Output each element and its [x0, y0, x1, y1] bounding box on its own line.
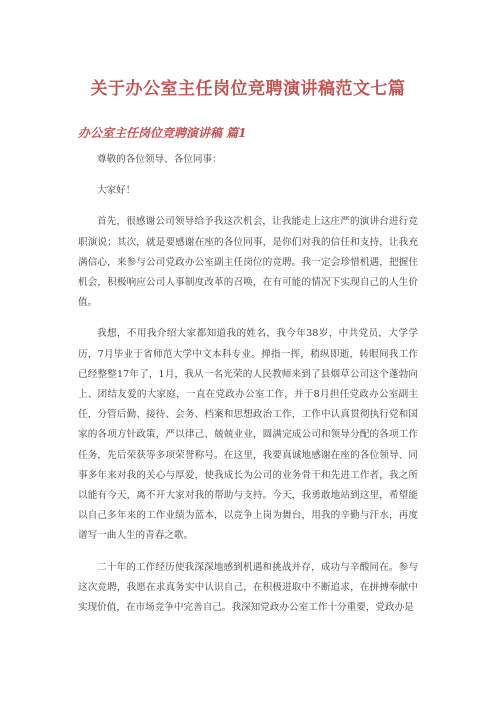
- section-heading: 办公室主任岗位竞聘演讲稿 篇1: [78, 126, 247, 140]
- document-body: [78, 150, 418, 629]
- salutation: 尊敬的各位领导、各位同事：: [97, 154, 222, 165]
- paragraph-intro: 首先，很感谢公司领导给予我这次机会，让我能走上这庄严的演讲台进行竞职演说；其次，就是要感谢在座的各位同事，是你们对我的信任和支持，让我充满信心，来参与公司党政办公室副主任岗位的竞聘。我一定会珍惜机遇，把握住机会，积极响应公司人事制度改革的召唤，在有可能的情况下实现自己的人生价值。: [78, 216, 418, 309]
- document-title: 关于办公室主任岗位竞聘演讲稿范文七篇: [90, 79, 406, 99]
- paragraph-experience: 二十年的工作经历使我深深地感到机遇和挑战并存，成功与辛酸同在。参与这次竞聘，我愿在求真务实中认识自己，在积极进取中不断追求，在拼搏奉献中实现价值，在市场竞争中完善自己。我深知党政办公室工作十分重要，党政办是: [78, 561, 418, 614]
- greeting: 大家好！: [97, 185, 136, 197]
- paragraph-background: 我想，不用我介绍大家都知道我的姓名，我今年38岁，中共党员，大学学历，7月毕业于省师范大学中文本科专业。掸指一挥，稍纵即逝，转眼间我工作已经整整17年了，1月，我从一名光荣的人民教师来到了县烟草公司这个蓬勃向上、团结友爱的大家庭，一直在党政办公室工作，并于8月担任党政办公室副主任，分管后勤、接待、会务、档案和思想政治工作，工作中认真贯彻执行党和国家的各项方针政策，严以律己、兢兢业业，圆满完成公司和领导分配的各项工作任务，先后荣获等多项荣誉称号。在这里，我要真诚地感谢在座的各位领导、同事多年来对我的关心与厚爱，使我成长为公司的业务骨干和先进工作者，我之所以能有今天，离不开大家对我的帮助与支持。今天，我勇敢地站到这里，希望能以自己多年来的工作业绩为蓝本，以竞争上岗为舞台，用我的辛勤与汗水，再度谱写一曲人生的青春之歌。: [78, 328, 418, 542]
